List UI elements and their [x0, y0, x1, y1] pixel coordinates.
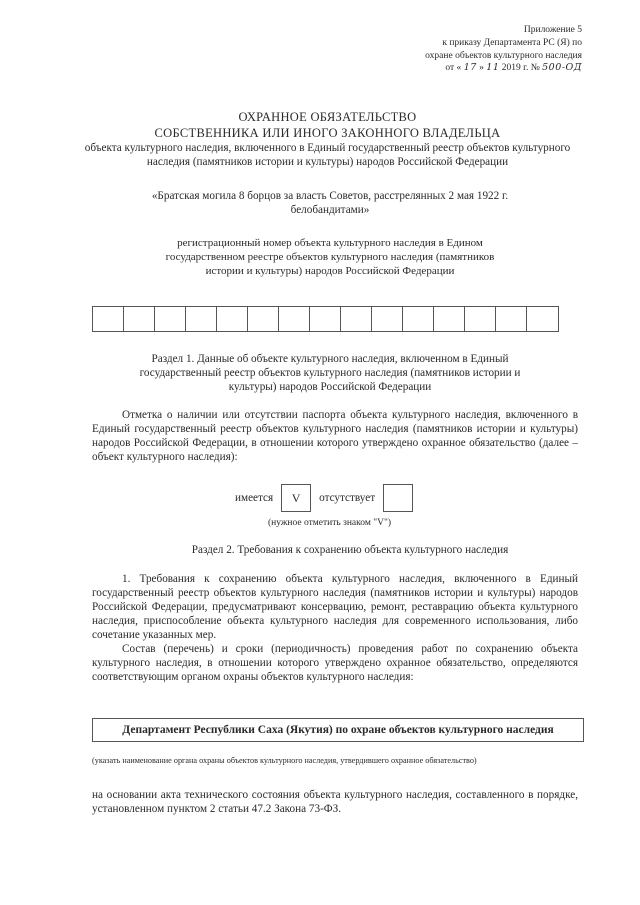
appendix-order-ref-cont: охране объектов культурного наследия	[425, 50, 582, 61]
absent-checkbox[interactable]	[383, 484, 413, 512]
registration-cell	[248, 307, 279, 331]
date-prefix: от «	[445, 63, 462, 74]
registration-cell	[403, 307, 434, 331]
date-year: 2019 г. №	[501, 63, 540, 74]
section1-title: Раздел 1. Данные об объекте культурного наследия, включенном в Единый государственный реестр объектов культурного наследия (памятников истории и культуры) народов Российской Федерации	[139, 353, 521, 393]
registration-cell	[434, 307, 465, 331]
registration-cell	[341, 307, 372, 331]
registration-cell	[217, 307, 248, 331]
department-field[interactable]	[92, 718, 584, 742]
registration-cell	[310, 307, 341, 331]
appendix-date-line	[425, 62, 582, 75]
registration-cell	[465, 307, 496, 331]
appendix-order-ref: к приказу Департамента РС (Я) по	[442, 37, 582, 48]
registration-cell	[186, 307, 217, 331]
department-hint: (указать наименование органа охраны объектов культурного наследия, утвердившего охранное обязательство)	[92, 756, 477, 765]
requirements-text	[92, 572, 578, 684]
appendix-header	[425, 24, 582, 75]
title-main-line1: ОХРАННОЕ ОБЯЗАТЕЛЬСТВО	[238, 110, 417, 124]
passport-paragraph: Отметка о наличии или отсутствии паспорта объекта культурного наследия, включенного в Единый государственный реестр объектов культурного наследия (памятников истории и культуры) народов Российской Федерации, в отношении которого утверждено охранное обязательство (далее – объект культурного наследия):	[92, 409, 578, 463]
registration-cell	[93, 307, 124, 331]
date-day: 17	[463, 62, 477, 74]
appendix-number: Приложение 5	[523, 25, 582, 35]
registration-cell	[527, 307, 558, 331]
option-absent-label: отсутствует	[319, 492, 376, 504]
registration-cell	[155, 307, 186, 331]
registration-number-grid	[92, 306, 559, 332]
registration-cell	[372, 307, 403, 331]
checkbox-hint: (нужное отметить знаком "V")	[268, 518, 391, 528]
registration-cell	[279, 307, 310, 331]
registration-cell	[496, 307, 527, 331]
title-subtitle: объекта культурного наследия, включенного в Единый государственный реестр объектов культурного наследия (памятников истории и культуры) народов Российской Федерации	[84, 142, 571, 169]
title-main-line2: СОБСТВЕННИКА ИЛИ ИНОГО ЗАКОННОГО ВЛАДЕЛЬЦА	[154, 125, 501, 140]
requirements-paragraph-2: Состав (перечень) и сроки (периодичность) проведения работ по сохранению объекта культурного наследия, в отношении которого утверждено охранное обязательство, определяются соответствующим органом охраны объектов культурного наследия:	[92, 643, 578, 683]
order-number: 500-ОД	[542, 62, 582, 74]
section2-title: Раздел 2. Требования к сохранению объекта культурного наследия	[191, 544, 509, 556]
registration-caption: регистрационный номер объекта культурного наследия в Едином государственном реестре объектов культурного наследия (памятников истории и культуры) народов Российской Федерации	[165, 237, 495, 277]
present-checkbox[interactable]	[281, 484, 311, 512]
document-title-block	[80, 110, 575, 169]
passport-checkbox-row	[235, 484, 413, 512]
option-present-label: имеется	[235, 492, 274, 504]
registration-cell	[124, 307, 155, 331]
basis-paragraph: на основании акта технического состояния объекта культурного наследия, составленного в порядке, установленном пунктом 2 статьи 47.2 Закона 73-ФЗ.	[92, 789, 578, 815]
date-month: 11	[486, 62, 500, 74]
department-name: Департамент Республики Саха (Якутия) по охране объектов культурного наследия	[122, 723, 554, 736]
present-checkbox-mark: V	[291, 490, 301, 505]
object-name: «Братская могила 8 борцов за власть Советов, расстрелянных 2 мая 1922 г. белобандитами»	[151, 190, 509, 216]
requirements-paragraph-1: 1. Требования к сохранению объекта культурного наследия, включенного в Единый государственный реестр объектов культурного наследия (памятников истории и культуры) народов Российской Федерации, предусматривают консервацию, ремонт, реставрацию объекта культурного наследия, приспособление объекта культурного наследия для современного использования, либо сочетание указанных мер.	[92, 573, 578, 641]
date-mid: »	[479, 63, 484, 74]
